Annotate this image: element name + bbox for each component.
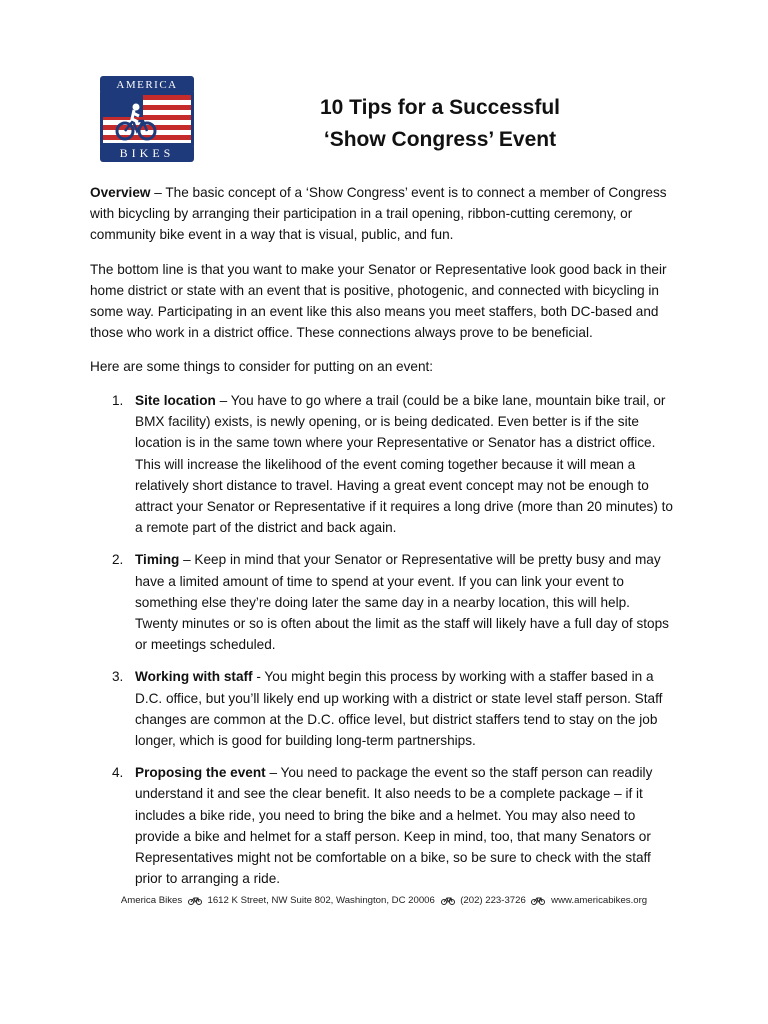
overview-text: – The basic concept of a ‘Show Congress’ event is to connect a member of Congress with bicycling by arranging their participation in a trail opening, ribbon-cutting ceremony, or community bike event in a way that is visual, public, and fun. [90,185,667,242]
list-item-label: Proposing the event [135,765,266,781]
page-footer [0,895,768,906]
list-item-text: – You need to package the event so the staff person can readily understand it and see the clear benefit. It also needs to be a complete package – if it includes a bike ride, you need to bring the bike and a helmet. You may also need to provide a bike and helmet for a staff person. Keep in mind, too, that many Senators or Representatives might not be comfortable on a bike, so be sure to check with the staff prior to arranging a ride. [135,765,653,887]
logo-flag-icon [100,92,194,146]
logo-top-text: AMERICA [100,76,194,94]
list-item-label: Timing [135,552,180,568]
footer-address: 1612 K Street, NW Suite 802, Washington, DC 20006 [207,895,435,906]
logo-bottom-text: BIKES [100,144,194,162]
list-item-text: - You might begin this process by working with a staffer based in a D.C. office, but you’ll likely end up working with a district or state level staff person. Staff changes are common at the D.C. office level, but district staffers tend to stay on the job longer, which is good for building long-term partnerships. [135,669,663,749]
page-title [270,92,610,156]
footer-phone: (202) 223-3726 [460,895,526,906]
list-item [90,666,676,751]
list-item-text: – Keep in mind that your Senator or Representative will be pretty busy and may have a limited amount of time to spend at your event. If you can link your event to something else they’re doing later the same day in a nearby location, this will help. Twenty minutes or so is often about the limit as the staff will likely have a full day of stops or meetings scheduled. [135,552,669,653]
list-item [90,390,676,538]
list-item [90,549,676,655]
overview-label: Overview [90,185,151,200]
tips-list [90,390,676,900]
list-item-text: – You have to go where a trail (could be a bike lane, mountain bike trail, or BMX facility) exists, is newly opening, or is being dedicated. Even better is if the site location is in the same town where your Representative or Senator has a district office. This will increase the likelihood of the event coming together because it will mean a relatively short distance to travel. Having a great event concept may not be enough to attract your Senator or Representative if it requires a long drive (more than 20 minutes) to a remote part of the district and back again. [135,393,673,536]
america-bikes-logo [100,76,194,162]
bicycle-icon [441,896,455,905]
list-item [90,762,676,889]
footer-website-link[interactable]: www.americabikes.org [551,895,648,906]
intro-paragraph: Here are some things to consider for putting on an event: [90,359,434,374]
list-item-number: 2. [112,552,124,568]
cyclist-icon [103,95,191,143]
list-item-label: Site location [135,393,216,408]
bottom-line-paragraph: The bottom line is that you want to make your Senator or Representative look good back in their home district or state with an event that is positive, photogenic, and connected with bicycling in some way. Participating in an event like this also means you meet staffers, both DC-based and those who work in a district office. These connections always prove to be beneficial. [90,262,667,340]
bicycle-icon [531,896,545,905]
list-item-number: 4. [112,765,124,781]
title-line-2: ‘Show Congress’ Event [323,128,557,151]
list-item-number: 3. [112,669,124,685]
title-line-1: 10 Tips for a Successful [319,96,561,119]
list-item-label: Working with staff [135,669,253,685]
list-item-number: 1. [112,393,124,408]
overview-paragraph [90,182,676,245]
bicycle-icon [188,896,202,905]
footer-org: America Bikes [120,895,183,906]
